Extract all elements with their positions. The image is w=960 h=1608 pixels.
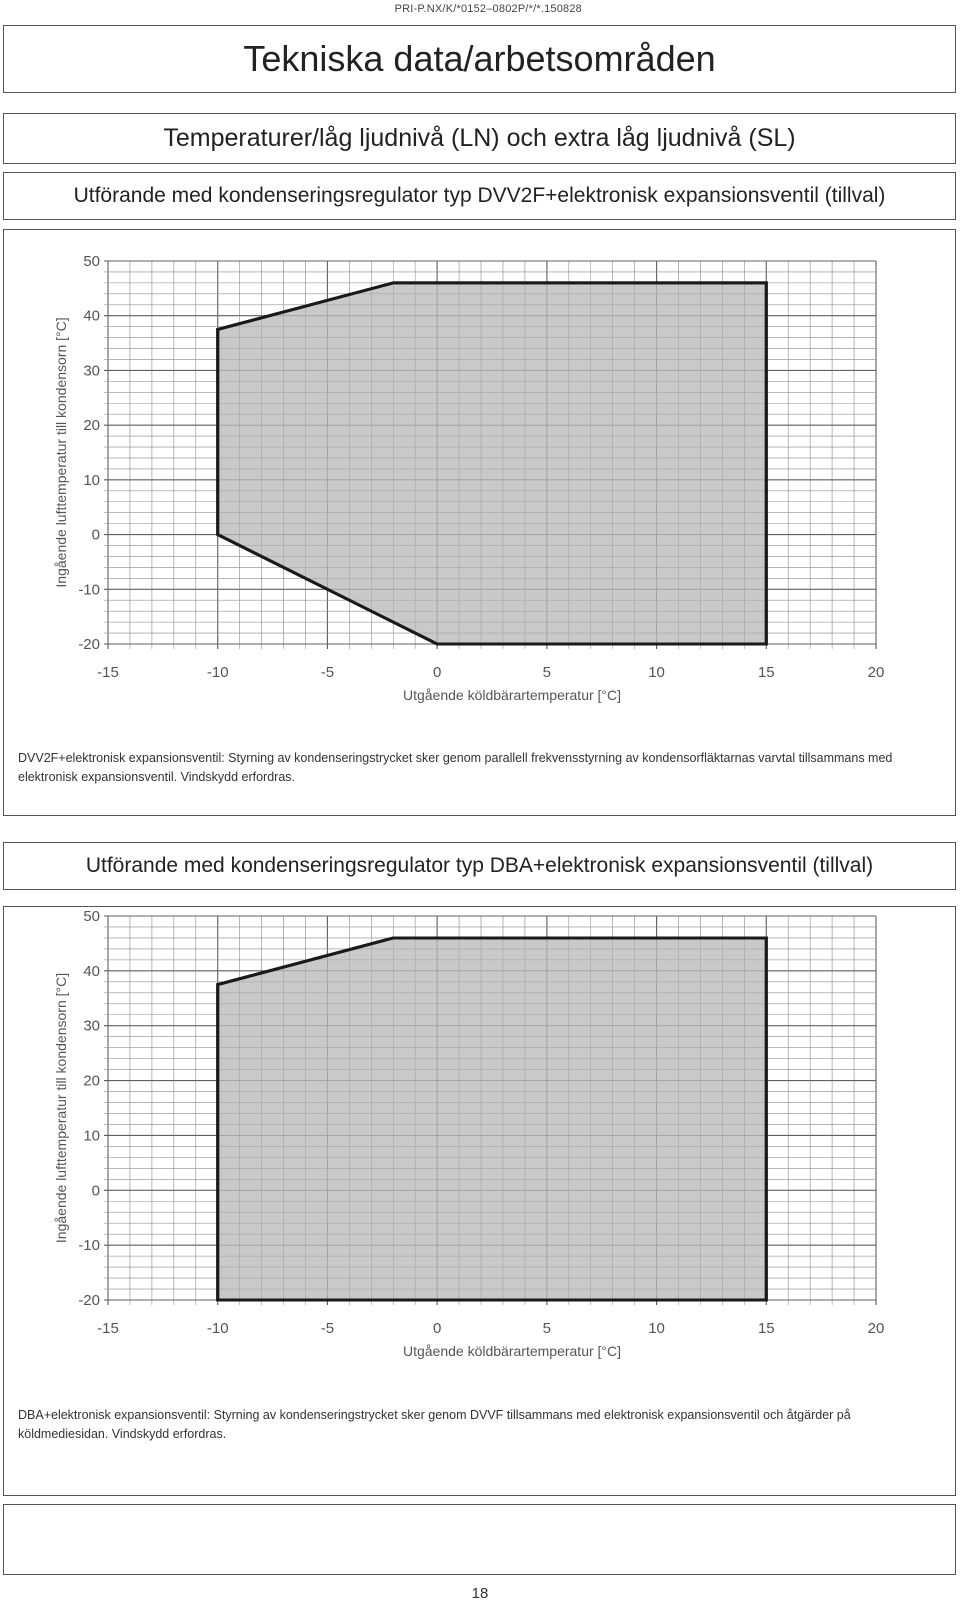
section-2-heading-box (3, 842, 956, 890)
chart-2-y-tick-label: -10 (78, 1237, 100, 1255)
chart-2-operating-envelope (218, 938, 767, 1300)
section-2-note: DBA+elektronisk expansionsventil: Styrning av kondenseringstrycket sker genom DVVF tillsammans med elektronisk expansionsventil och åtgärder på köldmediesidan. Vindskydd erfordras. (18, 1408, 851, 1441)
chart-1-x-tick-label: 15 (757, 664, 775, 681)
chart-1-y-tick-label: 10 (83, 471, 100, 489)
chart-1-y-tick-label: 20 (83, 417, 100, 435)
section-1-heading-box (3, 172, 956, 220)
chart-2-x-tick-label: 0 (432, 1320, 442, 1337)
empty-box (3, 1504, 956, 1575)
chart-2-box (3, 906, 956, 1496)
chart-1-x-tick-label: -5 (320, 664, 335, 681)
chart-1-y-tick-label: 40 (83, 307, 100, 325)
chart-1-y-tick-label: -20 (78, 636, 100, 653)
chart-1-x-tick-label: -10 (206, 664, 229, 681)
page-title: Tekniska data/arbetsområden (243, 38, 716, 79)
section-1-note: DVV2F+elektronisk expansionsventil: Styrning av kondenseringstrycket sker genom parallell frekvensstyrning av kondensorfläktarnas varvtal tillsammans med elektronisk expansionsventil. Vindskydd erfordras. (18, 751, 893, 784)
chart-1-x-tick-label: 0 (432, 664, 442, 681)
chart-2-y-tick-label: 50 (83, 908, 100, 925)
chart-1-x-tick-label: 10 (648, 664, 665, 681)
operating-envelope-chart-1 (4, 230, 955, 735)
subtitle-box (3, 113, 956, 164)
chart-2-x-tick-label: 5 (542, 1320, 552, 1337)
chart-2-y-tick-label: 10 (83, 1127, 100, 1145)
chart-1-x-tick-label: 5 (542, 664, 552, 681)
chart-2-y-tick-label: 40 (83, 962, 100, 980)
chart-1-y-axis-label: Ingående lufttemperatur till kondensorn [°C] (53, 317, 69, 588)
chart-2-y-axis-label: Ingående lufttemperatur till kondensorn [°C] (53, 972, 69, 1244)
chart-1-x-tick-label: 20 (867, 664, 885, 681)
chart-1-y-tick-label: -10 (78, 581, 100, 599)
chart-1-x-axis-label: Utgående köldbärartemperatur [°C] (402, 687, 622, 703)
chart-2-y-tick-label: -20 (78, 1292, 100, 1309)
chart-1-y-tick-label: 30 (83, 362, 100, 380)
title-box (3, 25, 956, 93)
operating-envelope-chart-2 (4, 907, 955, 1407)
chart-2-x-tick-label: 20 (867, 1320, 885, 1337)
section-1-heading: Utförande med kondenseringsregulator typ DVV2F+elektronisk expansionsventil (tillval) (73, 184, 886, 207)
section-2-heading: Utförande med kondenseringsregulator typ DBA+elektronisk expansionsventil (tillval) (85, 854, 874, 877)
chart-2-x-tick-label: -15 (97, 1320, 119, 1337)
chart-2-y-tick-label: 20 (83, 1072, 100, 1090)
chart-1-x-tick-label: -15 (97, 664, 119, 681)
page-number: 18 (471, 1585, 489, 1602)
chart-2-y-tick-label: 0 (91, 1182, 100, 1200)
chart-2-x-tick-label: 15 (757, 1320, 775, 1337)
chart-2-x-tick-label: 10 (648, 1320, 665, 1337)
chart-2-x-tick-label: -5 (320, 1320, 335, 1337)
chart-1-y-tick-label: 50 (83, 253, 100, 270)
page-subtitle: Temperaturer/låg ljudnivå (LN) och extra låg ljudnivå (SL) (163, 124, 796, 152)
chart-2-y-tick-label: 30 (83, 1017, 100, 1035)
document-code: PRI-P.NX/K/*0152–0802P/*/*.150828 (394, 3, 582, 15)
chart-1-y-tick-label: 0 (91, 526, 100, 544)
chart-2-x-axis-label: Utgående köldbärartemperatur [°C] (402, 1343, 622, 1359)
chart-1-box (3, 229, 956, 816)
chart-2-x-tick-label: -10 (206, 1320, 229, 1337)
